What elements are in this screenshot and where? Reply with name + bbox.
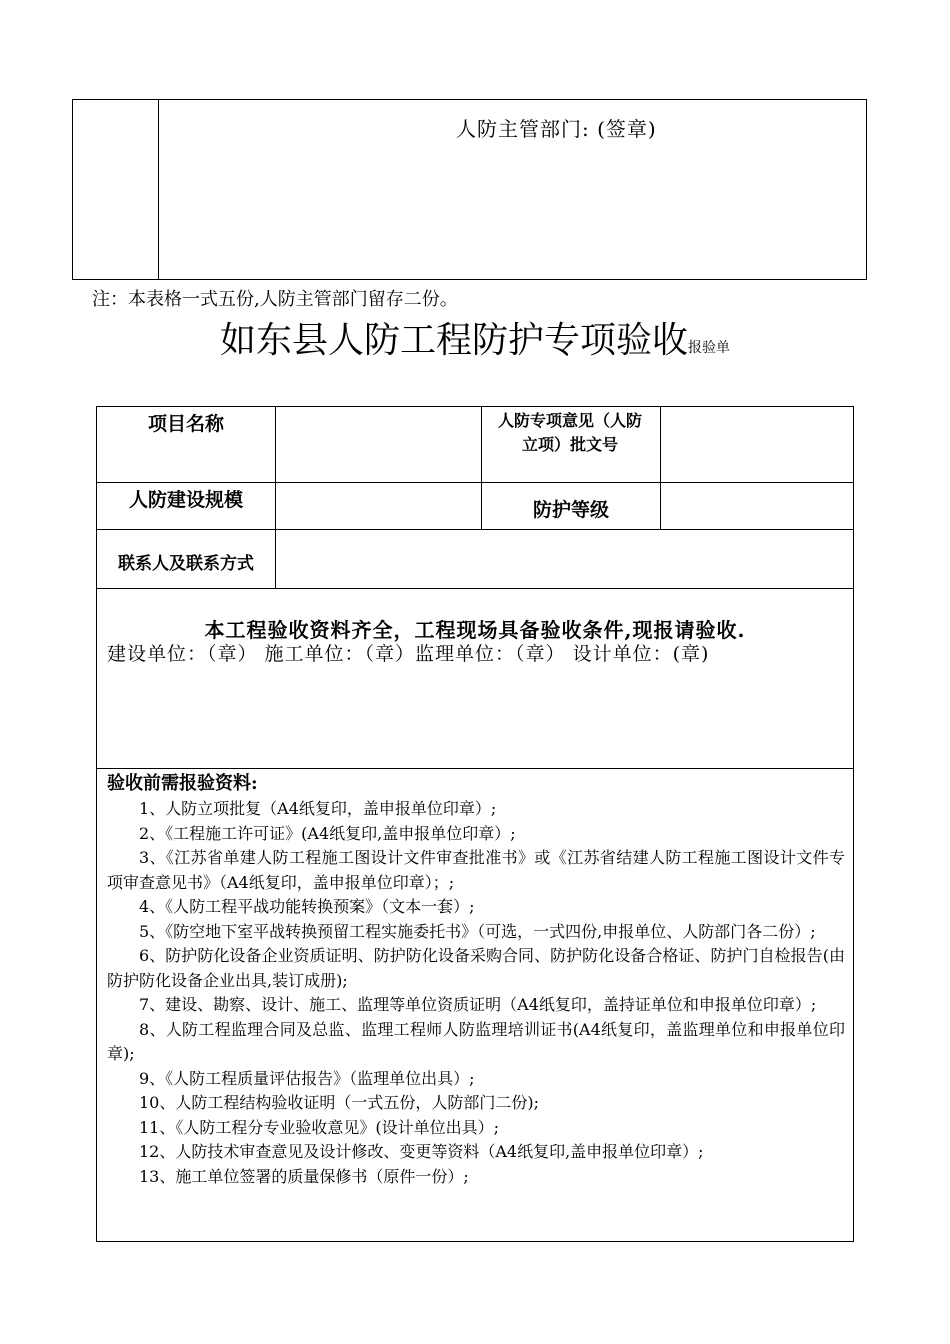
approval-number-label: 人防专项意见（人防立项）批文号 bbox=[497, 411, 642, 454]
approval-signature-table bbox=[72, 99, 867, 280]
protection-level-field[interactable] bbox=[661, 483, 854, 529]
unit-seals-line: 建设单位：（章） 施工单位：（章）监理单位：（章） 设计单位：(章) bbox=[107, 643, 710, 665]
list-item: 2、《工程施工许可证》(A4纸复印,盖申报单位印章）; bbox=[139, 823, 516, 843]
list-item: 7、建设、勘察、设计、施工、监理等单位资质证明（A4纸复印，盖持证单位和申报单位印章）; bbox=[139, 995, 817, 1014]
construction-scale-field[interactable] bbox=[276, 483, 481, 529]
materials-title: 验收前需报验资料: bbox=[107, 773, 258, 794]
acceptance-form-table bbox=[96, 406, 854, 1242]
form-title: 如东县人防工程防护专项验收 bbox=[219, 320, 688, 361]
list-item: 12、人防技术审查意见及设计修改、变更等资料（A4纸复印,盖申报单位印章）; bbox=[139, 1142, 704, 1161]
list-item: 11、《人防工程分专业验收意见》(设计单位出具）; bbox=[139, 1117, 499, 1137]
list-item: 5、《防空地下室平战转换预留工程实施委托书》（可选，一式四份,申报单位、人防部门各二份）; bbox=[139, 921, 816, 941]
page-title bbox=[0, 312, 950, 363]
contact-field[interactable] bbox=[276, 530, 854, 588]
form-title-suffix: 报验单 bbox=[688, 340, 730, 356]
approval-number-field[interactable] bbox=[661, 407, 854, 482]
required-materials-section bbox=[107, 771, 845, 1189]
list-item: 13、施工单位签署的质量保修书（原件一份）; bbox=[139, 1166, 469, 1186]
row-divider bbox=[97, 588, 853, 589]
row-divider bbox=[97, 768, 853, 769]
materials-list bbox=[107, 797, 845, 1189]
project-name-label: 项目名称 bbox=[147, 413, 224, 435]
list-item: 8、人防工程监理合同及总监、监理工程师人防监理培训证书(A4纸复印，盖监理单位和申报单位印章); bbox=[107, 1019, 845, 1063]
construction-scale-label: 人防建设规模 bbox=[128, 489, 243, 511]
list-item: 9、《人防工程质量评估报告》（监理单位出具）; bbox=[139, 1068, 475, 1088]
contact-label: 联系人及联系方式 bbox=[118, 554, 254, 574]
list-item: 10、人防工程结构验收证明（一式五份，人防部门二份); bbox=[139, 1093, 539, 1112]
acceptance-statement: 本工程验收资料齐全，工程现场具备验收条件,现报请验收. bbox=[204, 618, 746, 642]
list-item: 3、《江苏省单建人防工程施工图设计文件审查批准书》或《江苏省结建人防工程施工图设计文件专项审查意见书》（A4纸复印，盖申报单位印章）；; bbox=[107, 848, 845, 892]
list-item: 6、防护防化设备企业资质证明、防护防化设备采购合同、防护防化设备合格证、防护门自检报告(由防护防化设备企业出具,装订成册); bbox=[107, 946, 845, 990]
project-name-field[interactable] bbox=[276, 407, 481, 482]
list-item: 4、《人防工程平战功能转换预案》（文本一套）; bbox=[139, 897, 475, 916]
list-item: 1、人防立项批复（A4纸复印，盖申报单位印章）; bbox=[139, 799, 497, 818]
protection-level-label: 防护等级 bbox=[532, 499, 609, 521]
column-divider bbox=[158, 100, 159, 279]
form-note: 注：本表格一式五份,人防主管部门留存二份。 bbox=[92, 289, 458, 310]
civil-defense-signature-label: 人防主管部门: (签章) bbox=[456, 117, 657, 141]
